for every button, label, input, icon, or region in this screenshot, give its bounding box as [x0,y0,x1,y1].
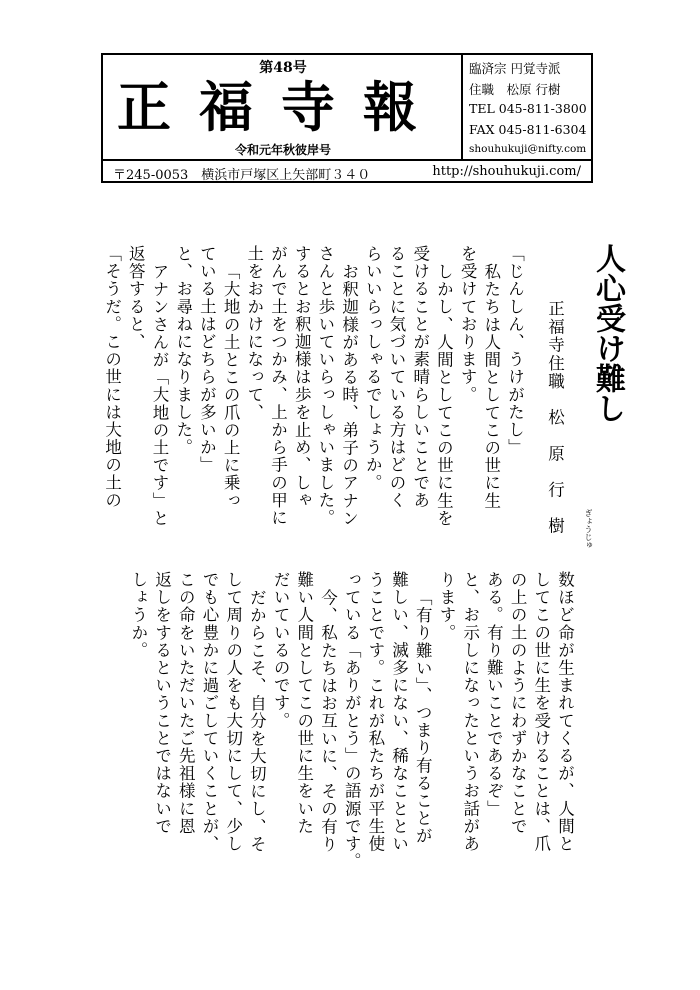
text-column: ている土はどちらが多いか」 [197,245,217,474]
text-column: 返しをするということではないで [152,571,172,835]
text-column: 返答すると、 [126,245,146,351]
text-column: 「有り難い」、つまり有ることが [413,589,433,845]
article-byline: 正福寺住職 松 原 行 樹 [545,300,565,536]
text-column: しかし、人間としてこの世に生を [434,263,454,527]
text-column: と、お尋ねになりました。 [173,245,193,457]
telephone: TEL 045-811-3800 [469,101,587,116]
text-column: するとお釈迦様は歩を止め、しゃ [292,245,312,509]
fax: FAX 045-811-6304 [469,122,587,137]
text-column: 受けることが素晴らしいことであ [410,245,430,509]
text-column: 数ほど命が生まれてくるが、人間と [555,571,575,853]
text-column: ある。有り難いことであるぞ」 [484,571,504,818]
masthead-address-bar [103,159,591,183]
masthead-title-box [103,55,463,159]
email-address[interactable]: shouhukuji@nifty.com [469,143,587,155]
text-column: だいているのです。 [271,571,291,730]
text-column: 土をおかけになって、 [244,245,264,421]
text-column: 「大地の土とこの爪の上に乗っ [221,263,241,510]
head-priest: 住職 松原 行樹 [469,82,561,97]
text-column: しょうか。 [128,571,148,659]
text-column: 今、私たちはお互いに、その有り [318,589,338,853]
text-column: っている「ありがとう」の語源です。 [342,571,362,871]
text-column: がんで土をつかみ、上から手の甲に [268,245,288,527]
text-column: を受けております。 [458,245,478,404]
text-column: らいいらっしゃるでしょうか。 [363,245,383,492]
text-column: ります。 [437,571,456,642]
article-heading: 人心受け難し [590,243,625,423]
text-column: だからこそ、自分を大切にし、そ [247,589,267,853]
issue-number: 第48号 [259,60,307,76]
text-column: うことです。これが私たちが平生使 [365,571,385,853]
text-column: 難しい、滅多にない、稀なこととい [389,571,409,853]
text-column: アナンさんが「大地の土です」と [150,263,169,527]
text-column: 難い人間としてこの世に生をいた [294,571,314,835]
website-link[interactable]: http://shouhukuji.com/ [432,164,581,179]
text-column: してこの世に生を受けることは、爪 [531,571,551,853]
text-column: この命をいただいたご先祖様に恩 [176,571,196,835]
name-ruby: ぎょうじゅ [584,509,593,549]
text-column: の上の土のようにわずかなことで [508,571,528,835]
issue-subtitle: 令和元年秋彼岸号 [234,143,331,157]
text-column: さんと歩いていらっしゃいました。 [315,245,335,527]
text-column: お釈迦様がある時、弟子のアナン [339,263,359,527]
text-column: して周りの人をも大切にして、少し [223,571,243,853]
text-column: 私たちは人間としてこの世に生 [481,263,501,510]
text-column: 「じんしん、うけがたし」 [505,245,525,457]
text-column: でも心豊かに過ごしていくことが、 [200,571,219,853]
newsletter-title: 正福寺報 [117,75,445,139]
temple-sect: 臨済宗 円覚寺派 [469,61,561,76]
text-column: ることに気づいている方はどのく [387,245,406,509]
masthead [101,53,593,183]
masthead-info-box [463,55,591,159]
text-column: と、お示しになったというお話があ [460,571,480,853]
text-column: 「そうだ。この世には大地の土の [102,245,122,509]
postal-address: 〒245-0053 横浜市戸塚区上矢部町３４０ [113,168,371,183]
